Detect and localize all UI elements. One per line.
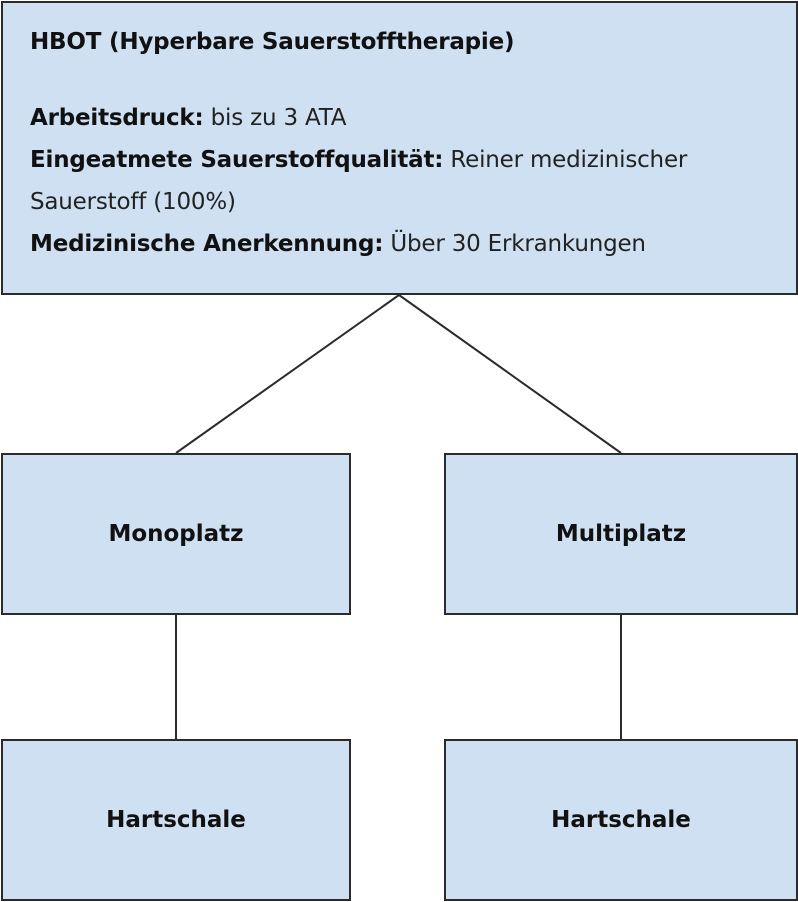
root-node-hbot	[1, 1, 798, 295]
property-label: Medizinische Anerkennung:	[30, 231, 384, 257]
connector-root-multiplatz	[399, 295, 621, 453]
connector-root-monoplatz	[176, 295, 399, 453]
node-label: Multiplatz	[555, 521, 687, 547]
property-label: Eingeatmete Sauerstoffqualität:	[30, 147, 444, 173]
property-arbeitsdruck	[30, 97, 786, 139]
property-value: Über 30 Erkrankungen	[390, 231, 646, 257]
root-title: HBOT (Hyperbare Sauerstofftherapie)	[30, 29, 515, 55]
node-label: Hartschale	[551, 807, 691, 833]
property-value: Reiner medizinischer Sauerstoff (100%)	[30, 147, 688, 215]
node-label: Hartschale	[106, 807, 246, 833]
property-value: bis zu 3 ATA	[210, 105, 347, 131]
node-hartschale-multiplatz	[444, 739, 798, 901]
node-monoplatz	[1, 453, 351, 615]
property-sauerstoffqualitaet	[30, 139, 786, 223]
property-anerkennung	[30, 223, 786, 265]
property-label: Arbeitsdruck:	[30, 105, 204, 131]
node-label: Monoplatz	[108, 521, 244, 547]
node-hartschale-monoplatz	[1, 739, 351, 901]
node-multiplatz	[444, 453, 798, 615]
